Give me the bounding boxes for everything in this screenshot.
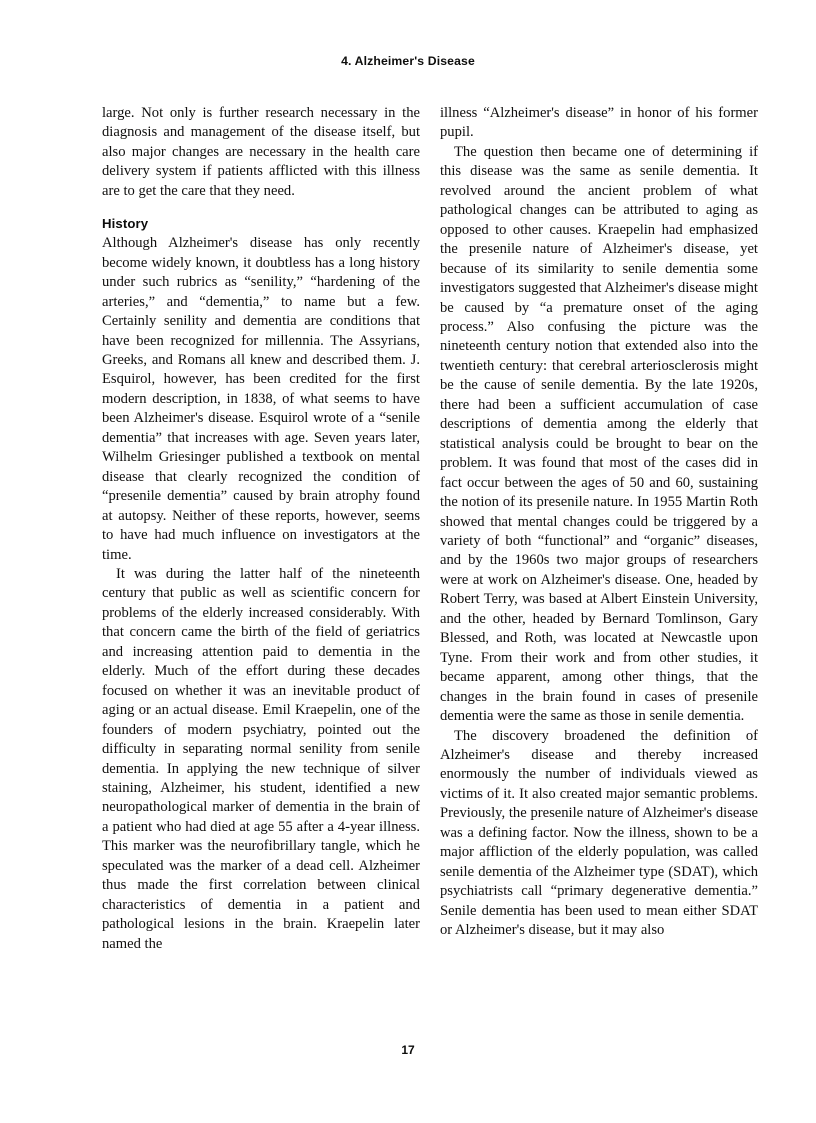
running-head: 4. Alzheimer's Disease [341,54,475,68]
paragraph-continued-right: illness “Alzheimer's disease” in honor of his former pupil. [440,105,758,141]
body-text-area [102,104,758,1020]
column-right [440,104,758,1020]
paragraph-history-2: It was during the latter half of the nineteenth century that public as well as scientific concern for problems of the elderly increased considerably. With that concern came the birth of the field of geriatrics and increasing attention paid to dementia in the elderly. Much of the effort during these decades focused on whether it was an inevitable product of aging or an actual disease. Emil Kraepelin, one of the founders of modern psychiatry, pointed out the difficulty in separating normal senility from senile dementia. In applying the new technique of silver staining, Alzheimer, his student, identified a new neuropathological marker of dementia in the brain of a patient who had died at age 55 after a 4-year illness. This marker was the neurofibrillary tangle, which he speculated was the marker of a dead cell. Alzheimer thus made the first correlation between clinical characteristics of dementia in a patient and pathological lesions in the brain. Kraepelin later named the [102,565,420,952]
section-heading-history: History [102,216,149,232]
paragraph-continued-left: large. Not only is further research necessary in the diagnosis and management of the disease itself, but also major changes are necessary in the health care delivery system if patients afflicted with this illness are to get the care that they need. [102,105,420,199]
paragraph-right-2: The question then became one of determining if this disease was the same as senile dementia. It revolved around the ancient problem of what pathological changes can be attributed to aging as opposed to other causes. Kraepelin had emphasized the presenile nature of Alzheimer's disease, yet because of its similarity to senile dementia some investigators suggested that Alzheimer's disease might be caused by “a premature onset of the aging process.” Also confusing the picture was the nineteenth century notion that extended also into the twentieth century: that cerebral arteriosclerosis might be the cause of senile dementia. By the late 1920s, there had been a sufficient accumulation of case descriptions of dementia among the elderly that statistical analysis could be brought to bear on the problem. It was found that most of the cases did in fact occur between the ages of 50 and 60, sustaining the notion of its presenile nature. In 1955 Martin Roth showed that mental changes could be triggered by a variety of both “functional” and “organic” diseases, and by the 1960s two major groups of researchers were at work on Alzheimer's disease. One, headed by Robert Terry, was based at Albert Einstein University, and the other, headed by Bernard Tomlinson, Gary Blessed, and Roth, was located at Newcastle upon Tyne. From their work and from other studies, it became apparent, among other things, that the changes in the brain found in cases of presenile dementia were the same as those in senile dementia. [440,143,758,725]
paragraph-right-3: The discovery broadened the definition of Alzheimer's disease and thereby increased enormously the number of individuals viewed as victims of it. It also created major semantic problems. Previously, the presenile nature of Alzheimer's disease was a defining factor. Now the illness, shown to be a major affliction of the elderly population, was called senile dementia of the Alzheimer type (SDAT), which psychiatrists call “primary degenerative dementia.” Senile dementia has been used to mean either SDAT or Alzheimer's disease, but it may also [440,727,758,939]
page-number: 17 [401,1043,415,1057]
paragraph-history-1: Although Alzheimer's disease has only recently become widely known, it doubtless has a long history under such rubrics as “senility,” “hardening of the arteries,” and “dementia,” to name but a few. Certainly senility and dementia are conditions that have been recognized for millennia. The Assyrians, Greeks, and Romans all knew and described them. J. Esquirol, however, has been credited for the first modern description, in 1838, of what seems to have been Alzheimer's disease. Esquirol wrote of a “senile dementia” that increases with age. Seven years later, Wilhelm Griesinger published a textbook on mental disease that clearly recognized the condition of “presenile dementia” caused by brain atrophy found at autopsy. Neither of these reports, however, seems to have had much influence on investigators at the time. [102,235,420,563]
column-left [102,104,420,1020]
